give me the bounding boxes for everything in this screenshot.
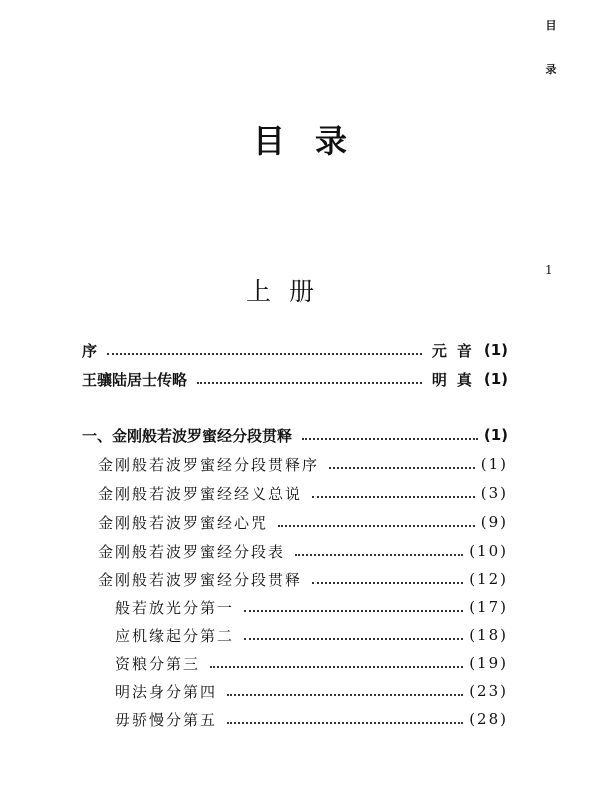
toc-entry-label: 金刚般若波罗蜜经分段表 — [98, 542, 286, 561]
toc-entry[interactable] — [98, 480, 508, 506]
toc-entry-page: (18) — [469, 626, 508, 644]
toc-entry-page: (3) — [480, 484, 508, 502]
toc-entry-page: (1) — [483, 341, 508, 359]
toc-entry[interactable] — [115, 594, 508, 620]
toc-entry-label: 毋骄慢分第五 — [115, 710, 218, 729]
toc-entry[interactable] — [115, 706, 508, 732]
toc-entry-chapter-1[interactable] — [82, 422, 508, 448]
dot-leader — [244, 638, 463, 640]
toc-entry-page: (28) — [469, 710, 508, 728]
toc-entry-page: (1) — [480, 455, 508, 473]
toc-entry-page: (17) — [469, 598, 508, 616]
toc-entry[interactable] — [115, 678, 508, 704]
dot-leader — [329, 467, 475, 469]
toc-entry-label: 金刚般若波罗蜜经分段贯释序 — [98, 455, 320, 474]
toc-entry[interactable] — [115, 622, 508, 648]
toc-entry[interactable] — [98, 566, 508, 592]
toc-entry-label: 资粮分第三 — [115, 654, 201, 673]
toc-entry-author: 元音 — [431, 341, 482, 360]
toc-entry[interactable] — [98, 538, 508, 564]
dot-leader — [197, 382, 422, 384]
toc-entry-page: (19) — [469, 654, 508, 672]
dot-leader — [244, 610, 463, 612]
toc-entry-page: (10) — [469, 542, 508, 560]
page-number: 1 — [545, 263, 553, 277]
toc-entry-label: 王骧陆居士传略 — [82, 370, 188, 389]
dot-leader — [312, 582, 463, 584]
page-title: 目录 — [252, 122, 377, 160]
toc-entry-label: 般若放光分第一 — [115, 598, 235, 617]
dot-leader — [227, 722, 463, 724]
toc-entry-page: (23) — [469, 682, 508, 700]
dot-leader — [107, 353, 422, 355]
toc-entry-label: 金刚般若波罗蜜经心咒 — [98, 513, 269, 532]
toc-entry-label: 应机缘起分第二 — [115, 626, 235, 645]
toc-entry-label: 金刚般若波罗蜜经分段贯释 — [98, 570, 303, 589]
running-header: 目 录 — [545, 19, 557, 76]
dot-leader — [295, 554, 463, 556]
toc-entry-preface[interactable] — [82, 337, 508, 363]
toc-entry[interactable] — [98, 451, 508, 477]
dot-leader — [302, 438, 478, 440]
toc-entry-biography[interactable] — [82, 366, 508, 392]
toc-entry-label: 明法身分第四 — [115, 682, 218, 701]
toc-entry-page: (9) — [480, 513, 508, 531]
toc-entry-page: (1) — [483, 370, 508, 388]
toc-entry-author: 明真 — [431, 370, 482, 389]
toc-entry-label: 金刚般若波罗蜜经经义总说 — [98, 484, 303, 503]
toc-entry-label: 一、金刚般若波罗蜜经分段贯释 — [82, 426, 293, 445]
toc-entry-page: (1) — [483, 426, 508, 444]
dot-leader — [210, 666, 463, 668]
dot-leader — [227, 694, 463, 696]
toc-entry[interactable] — [98, 509, 508, 535]
toc-entry-page: (12) — [469, 570, 508, 588]
dot-leader — [312, 496, 475, 498]
dot-leader — [278, 525, 475, 527]
toc-entry[interactable] — [115, 650, 508, 676]
volume-heading: 上册 — [245, 277, 332, 306]
toc-entry-label: 序 — [82, 341, 98, 360]
